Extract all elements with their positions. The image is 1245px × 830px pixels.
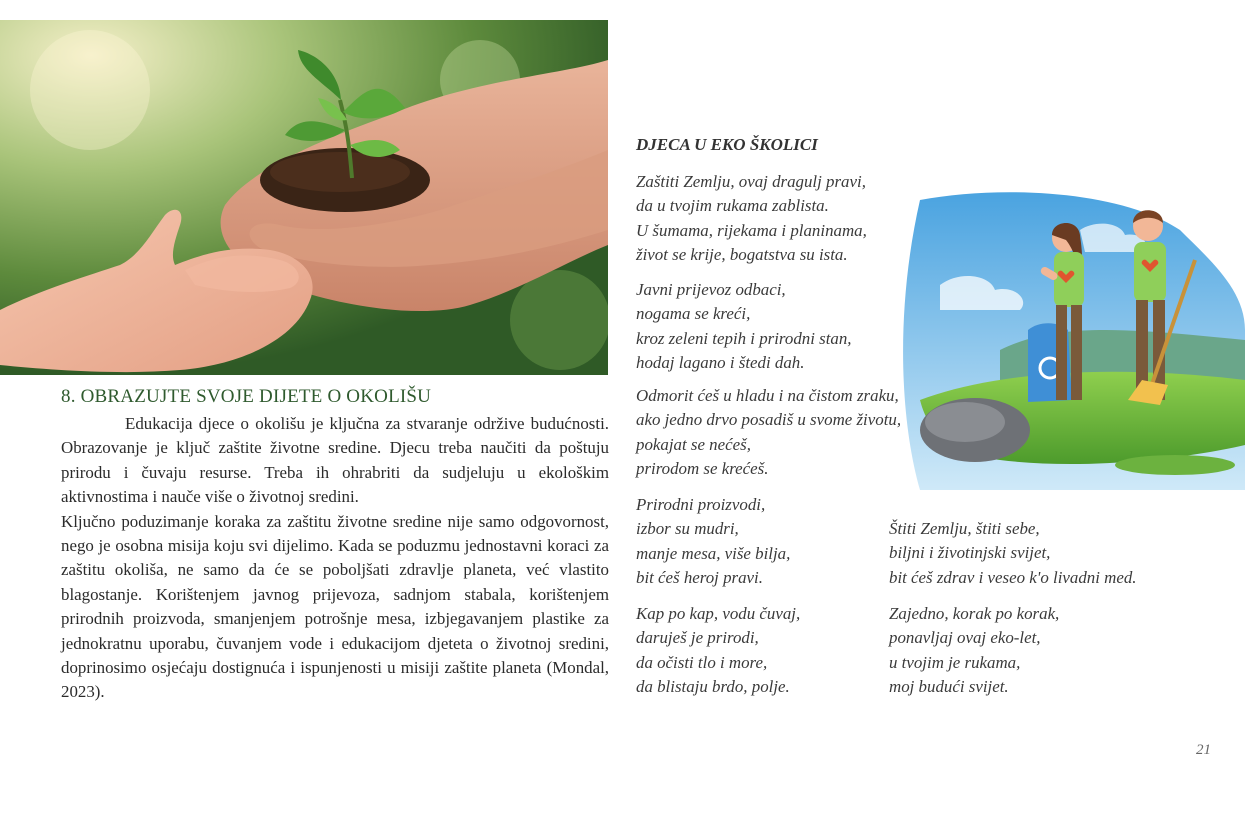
poem-line: bit ćeš zdrav i veseo k'o livadni med. [889, 567, 1137, 587]
poem-line: kroz zeleni tepih i prirodni stan, [636, 328, 852, 348]
poem-line: ponavljaj ovaj eko-let, [889, 628, 1041, 648]
poem-stanza [636, 602, 800, 700]
poem-line: Javni prijevoz odbaci, [636, 280, 786, 299]
section-heading: 8. OBRAZUJTE SVOJE DIJETE O OKOLIŠU [61, 386, 432, 407]
poem-line: hodaj lagano i štedi dah. [636, 353, 805, 373]
poem-line: da očisti tlo i more, [636, 652, 768, 672]
poem-line: Prirodni proizvodi, [636, 495, 766, 514]
poem-line: život se krije, bogatstva su ista. [636, 245, 848, 265]
poem-title: DJECA U EKO ŠKOLICI [636, 135, 818, 154]
section-body [61, 412, 609, 705]
poem-line: u tvojim je rukama, [889, 652, 1021, 672]
poem-line: bit ćeš heroj pravi. [636, 568, 763, 588]
poem-stanza [636, 278, 852, 376]
poem-line: Zaštiti Zemlju, ovaj dragulj pravi, [636, 172, 866, 191]
hands-seedling-photo [0, 20, 608, 375]
poem-line: Kap po kap, vodu čuvaj, [636, 604, 801, 623]
body-paragraph: Ključno poduzimanje koraka za zaštitu životne sredine nije samo odgovornost, nego je osobna misija koju svi dijelimo. Kada se poduzmu jednostavni koraci za zaštitu okoliša, ne samo da će se poboljšati zdravlje planeta, već vlastito blagostanje. Korištenjem javnog prijevoza, sadnjom stabala, korištenjem prirodnih proizvoda, smanjenjem potrošnje mesa, izbjegavanjem plastike za jednokratnu uporabu, čuvanjem vode i edukacijom djeteta o životnoj sredini, doprinosimo osjećaju dostignuća i ispunjenosti u misiji zaštite planeta (Mondal, 2023). [61, 511, 609, 702]
poem-line: Zajedno, korak po korak, [889, 604, 1060, 623]
poem-line: da u tvojim rukama zablista. [636, 196, 829, 216]
poem-stanza [636, 493, 790, 591]
poem-line: Štiti Zemlju, štiti sebe, [889, 519, 1040, 538]
poem-stanza [889, 602, 1059, 700]
poem-line: ako jedno drvo posadiš u svome životu, [636, 410, 902, 430]
poem-stanza [636, 384, 901, 482]
poem-line: manje mesa, više bilja, [636, 543, 791, 563]
page-number: 21 [1196, 742, 1211, 758]
poem-line: moj budući svijet. [889, 677, 1009, 697]
poem-line: Odmorit ćeš u hladu i na čistom zraku, [636, 386, 899, 405]
poem-stanza [636, 170, 867, 268]
kids-cleaning-illustration [880, 190, 1245, 490]
poem-line: da blistaju brdo, polje. [636, 677, 790, 697]
poem-line: biljni i životinjski svijet, [889, 543, 1051, 563]
poem-line: pokajat se nećeš, [636, 434, 751, 454]
body-paragraph: Edukacija djece o okolišu je ključna za stvaranje održive budućnosti. Obrazovanje je ključ zaštite životne sredine. Djecu treba naučiti da poštuju prirodu i čuvaju resurse. Treba ih ohrabriti da sudjeluju u ekološkim aktivnostima i nauče više o životnoj sredini. [61, 414, 609, 507]
poem-line: prirodom se krećeš. [636, 459, 769, 479]
poem-line: izbor su mudri, [636, 519, 739, 539]
poem-line: daruješ je prirodi, [636, 628, 759, 648]
poem-stanza [889, 517, 1137, 590]
poem-line: nogama se kreći, [636, 304, 751, 324]
poem-line: U šumama, rijekama i planinama, [636, 220, 867, 240]
